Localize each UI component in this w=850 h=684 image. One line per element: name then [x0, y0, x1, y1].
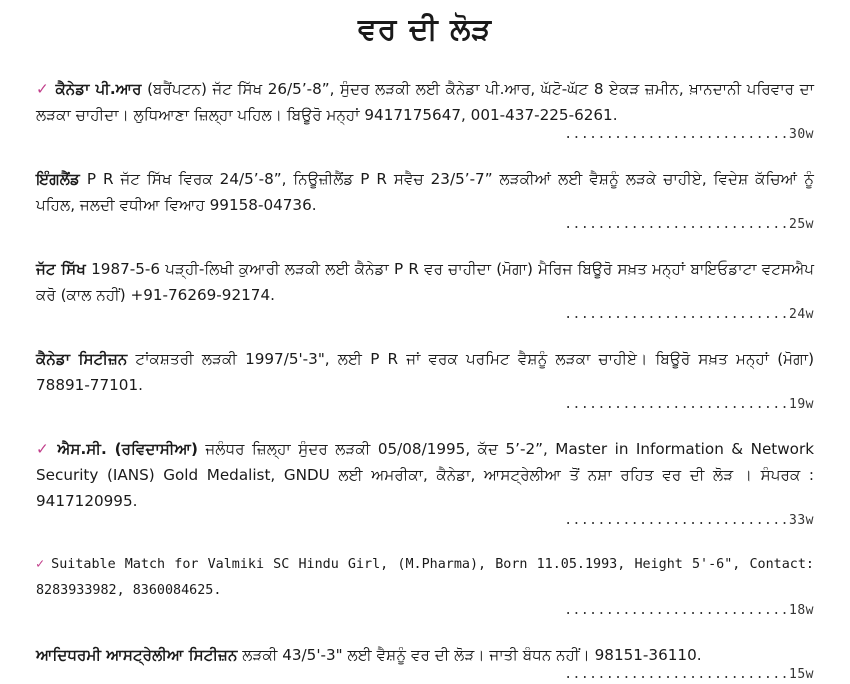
ad-code: ...........................19w: [564, 397, 814, 412]
ad-body: ਜਲੰਧਰ ਜ਼ਿਲ੍ਹਾ ਸੁੰਦਰ ਲੜਕੀ 05/08/1995, ਕੱਦ 5’-2”, Master in Information & Network Security (IANS) Gold Medalist, GNDU ਲਈ ਅਮਰੀਕਾ, ਕੈਨੇਡਾ, ਆਸਟ੍ਰੇਲੀਆ ਤੋਂ ਨਸ਼ਾ ਰਹਿਤ ਵਰ ਦੀ ਲੋੜ । ਸੰਪਰਕ : 9417120995.: [36, 440, 814, 510]
page-title: ਵਰ ਦੀ ਲੋੜ: [357, 12, 493, 47]
ad-item: [36, 552, 814, 620]
ad-item: [36, 346, 814, 414]
ad-item: [36, 642, 814, 684]
check-icon: ✓: [36, 440, 52, 458]
ad-text: [36, 642, 814, 668]
ad-lead: ਐਸ.ਸੀ. (ਰਵਿਦਾਸੀਆ): [57, 440, 198, 458]
ad-text: [36, 166, 814, 218]
ad-lead: ਆਦਿਧਰਮੀ ਆਸਟ੍ਰੇਲੀਆ ਸਿਟੀਜ਼ਨ: [36, 646, 238, 664]
ad-body: 1987-5-6 ਪੜ੍ਹੀ-ਲਿਖੀ ਕੁਆਰੀ ਲੜਕੀ ਲਈ ਕੈਨੇਡਾ P R ਵਰ ਚਾਹੀਦਾ (ਮੋਗਾ) ਮੈਰਿਜ ਬਿਊਰੋ ਸਖ਼ਤ ਮਨ੍ਹਾਂ ਬਾਇਓਡਾਟਾ ਵਟਸਐਪ ਕਰੋ (ਕਾਲ ਨਹੀਂ) +91-76269-92174.: [36, 260, 815, 304]
ad-body: ਲੜਕੀ 43/5'-3" ਲਈ ਵੈਸ਼ਨੂੰ ਵਰ ਦੀ ਲੋੜ। ਜਾਤੀ ਬੰਧਨ ਨਹੀਂ। 98151-36110.: [237, 646, 702, 664]
ad-lead: ਕੈਨੇਡਾ ਸਿਟੀਜ਼ਨ: [36, 350, 128, 368]
ad-lead: ਕੈਨੇਡਾ ਪੀ.ਆਰ: [55, 80, 142, 98]
ad-code: ...........................24w: [564, 307, 814, 322]
ad-code: ...........................25w: [564, 217, 814, 232]
ad-text: [36, 76, 814, 128]
ad-item: [36, 436, 814, 530]
ad-body: P R ਜੱਟ ਸਿੱਖ ਵਿਰਕ 24/5’-8”, ਨਿਊਜ਼ੀਲੈਂਡ P R ਸਵੈਚ 23/5’-7” ਲੜਕੀਆਂ ਲਈ ਵੈਸ਼ਨੂੰ ਲੜਕੇ ਚਾਹੀਏ, ਵਿਦੇਸ਼ ਕੱਚਿਆਂ ਨੂੰ ਪਹਿਲ, ਜਲਦੀ ਵਧੀਆ ਵਿਆਹ 99158-04736.: [36, 170, 814, 214]
ad-text: [36, 256, 814, 308]
ad-item: [36, 76, 814, 144]
check-icon: ✓: [36, 557, 46, 572]
ad-item: [36, 256, 814, 324]
ad-item: [36, 166, 814, 234]
ad-body: Suitable Match for Valmiki SC Hindu Girl, (M.Pharma), Born 11.05.1993, Height 5'-6", Contact: 8283933982, 8360084625.: [36, 557, 814, 598]
ad-text: [36, 552, 814, 604]
ad-body: (ਬਰੈਂਪਟਨ) ਜੱਟ ਸਿੱਖ 26/5’-8”, ਸੁੰਦਰ ਲੜਕੀ ਲਈ ਕੈਨੇਡਾ ਪੀ.ਆਰ, ਘੱਟੋ-ਘੱਟ 8 ਏਕੜ ਜ਼ਮੀਨ, ਖ਼ਾਨਦਾਨੀ ਪਰਿਵਾਰ ਦਾ ਲੜਕਾ ਚਾਹੀਦਾ। ਲੁਧਿਆਣਾ ਜ਼ਿਲ੍ਹਾ ਪਹਿਲ। ਬਿਊਰੋ ਮਨ੍ਹਾਂ 9417175647, 001-437-225-6261.: [36, 80, 814, 124]
ad-lead: ਇੰਗਲੈਂਡ: [36, 170, 80, 188]
ad-code: ...........................18w: [564, 603, 814, 618]
ad-text: [36, 436, 814, 514]
ad-code: ...........................15w: [564, 667, 814, 682]
ad-code: ...........................33w: [564, 513, 814, 528]
ad-text: [36, 346, 814, 398]
ad-lead: ਜੱਟ ਸਿੱਖ: [36, 260, 86, 278]
ad-body: ਟਾਂਕਸ਼ਤਰੀ ਲੜਕੀ 1997/5'-3", ਲਈ P R ਜਾਂ ਵਰਕ ਪਰਮਿਟ ਵੈਸ਼ਨੂੰ ਲੜਕਾ ਚਾਹੀਏ। ਬਿਊਰੋ ਸਖ਼ਤ ਮਨ੍ਹਾਂ (ਮੋਗਾ) 78891-77101.: [36, 350, 814, 394]
check-icon: ✓: [36, 80, 50, 98]
ad-code: ...........................30w: [564, 127, 814, 142]
